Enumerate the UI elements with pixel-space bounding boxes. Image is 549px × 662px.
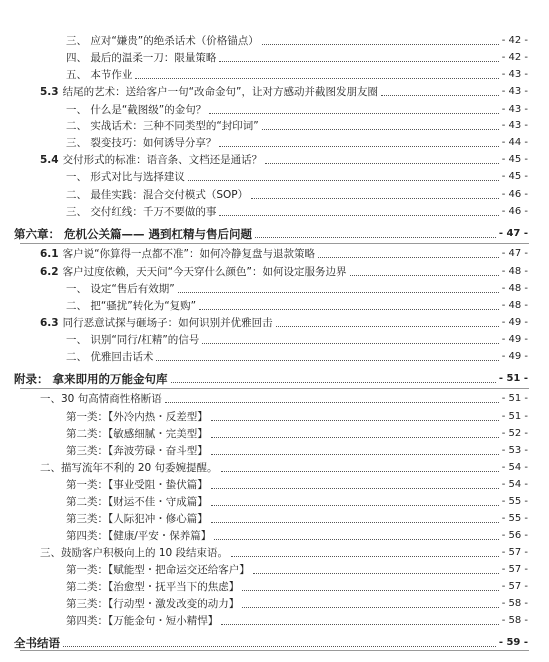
dot-leader bbox=[171, 382, 496, 383]
toc-row[interactable] bbox=[66, 101, 528, 117]
dot-leader bbox=[255, 237, 496, 238]
page-number: - 43 - bbox=[501, 120, 528, 131]
page-number: - 52 - bbox=[501, 428, 528, 439]
dot-leader bbox=[251, 198, 499, 199]
dot-leader bbox=[381, 95, 499, 96]
toc-row[interactable] bbox=[66, 527, 528, 543]
page-number: - 46 - bbox=[501, 189, 528, 200]
page-number: - 59 - bbox=[498, 637, 528, 648]
dot-leader bbox=[262, 44, 499, 45]
dot-leader bbox=[214, 539, 498, 540]
page-number: - 51 - bbox=[498, 373, 528, 384]
section-number: 6.3 bbox=[40, 317, 59, 329]
toc-entry-title: 第四类：【健康/平安・保养篇】 bbox=[66, 530, 212, 542]
page-number: - 55 - bbox=[501, 513, 528, 524]
chapter-divider bbox=[20, 388, 529, 389]
toc-entry-title: 第一类：【赋能型・把命运交还给客户】 bbox=[66, 564, 250, 576]
page-number: - 47 - bbox=[501, 248, 528, 259]
toc-row[interactable] bbox=[66, 595, 528, 611]
toc-row[interactable] bbox=[66, 203, 528, 219]
dot-leader bbox=[318, 257, 499, 258]
toc-row[interactable] bbox=[66, 476, 528, 492]
toc-entry-title: 客户过度依赖，天天问“今天穿什么颜色”：如何设定服务边界 bbox=[62, 266, 347, 278]
toc-entry-title: 一、30 句高情商性格断语 bbox=[40, 393, 162, 405]
dot-leader bbox=[219, 146, 498, 147]
toc-entry-title: 第三类：【人际犯冲・修心篇】 bbox=[66, 513, 208, 525]
toc-entry-title: 五、 本节作业 bbox=[66, 69, 133, 81]
toc-entry-title: 三、 应对“嫌贵”的绝杀话术（价格锚点） bbox=[66, 35, 259, 47]
toc-row[interactable] bbox=[40, 459, 528, 475]
toc-row[interactable] bbox=[66, 510, 528, 526]
page-number: - 43 - bbox=[501, 104, 528, 115]
toc-entry-title: 二、描写流年不利的 20 句委婉提醒。 bbox=[40, 462, 218, 474]
dot-leader bbox=[165, 402, 499, 403]
dot-leader bbox=[135, 78, 498, 79]
toc-entry-title: 一、 设定“售后有效期” bbox=[66, 283, 175, 295]
toc-row[interactable] bbox=[40, 314, 528, 330]
toc-row[interactable] bbox=[66, 408, 528, 424]
dot-leader bbox=[262, 129, 499, 130]
dot-leader bbox=[211, 505, 499, 506]
toc-chapter-row[interactable] bbox=[14, 634, 528, 650]
toc-chapter-row[interactable] bbox=[14, 370, 528, 386]
page-number: - 46 - bbox=[501, 206, 528, 217]
dot-leader bbox=[219, 61, 498, 62]
toc-row[interactable] bbox=[66, 168, 528, 184]
toc-row[interactable] bbox=[66, 134, 528, 150]
page-number: - 57 - bbox=[501, 581, 528, 592]
dot-leader bbox=[211, 488, 499, 489]
dot-leader bbox=[219, 215, 498, 216]
toc-row[interactable] bbox=[66, 32, 528, 48]
page-number: - 58 - bbox=[501, 598, 528, 609]
dot-leader bbox=[231, 556, 499, 557]
page-number: - 47 - bbox=[498, 228, 528, 239]
toc-entry-title: 一、 什么是“截图级”的金句？ bbox=[66, 104, 207, 116]
page-number: - 45 - bbox=[501, 171, 528, 182]
dot-leader bbox=[209, 113, 498, 114]
section-number: 5.3 bbox=[40, 86, 59, 98]
toc-row[interactable] bbox=[66, 66, 528, 82]
toc-row[interactable] bbox=[40, 390, 528, 406]
toc-row[interactable] bbox=[66, 578, 528, 594]
toc-row[interactable] bbox=[66, 493, 528, 509]
toc-row[interactable] bbox=[66, 49, 528, 65]
dot-leader bbox=[265, 163, 499, 164]
page-number: - 51 - bbox=[501, 393, 528, 404]
toc-entry-title: 一、 识别“同行/杠精”的信号 bbox=[66, 334, 200, 346]
dot-leader bbox=[178, 292, 499, 293]
toc-entry-title: 附录： 拿来即用的万能金句库 bbox=[14, 372, 168, 386]
toc-row[interactable] bbox=[66, 186, 528, 202]
toc-entry-title: 第一类：【事业受阻・蛰伏篇】 bbox=[66, 479, 208, 491]
dot-leader bbox=[199, 309, 499, 310]
page-number: - 51 - bbox=[501, 411, 528, 422]
toc-entry-title: 第二类：【财运不佳・守成篇】 bbox=[66, 496, 208, 508]
page-number: - 54 - bbox=[501, 462, 528, 473]
page-number: - 57 - bbox=[501, 564, 528, 575]
page-number: - 49 - bbox=[501, 334, 528, 345]
toc-row[interactable] bbox=[66, 348, 528, 364]
page-number: - 45 - bbox=[501, 154, 528, 165]
toc-entry-title: 第三类：【行动型・激发改变的动力】 bbox=[66, 598, 240, 610]
toc-chapter-row[interactable] bbox=[14, 225, 528, 241]
toc-row[interactable] bbox=[40, 245, 528, 261]
toc-entry-title: 二、 实战话术：三种不同类型的“封印词” bbox=[66, 120, 259, 132]
toc-row[interactable] bbox=[66, 280, 528, 296]
toc-entry-title: 四、 最后的温柔一刀：限量策略 bbox=[66, 52, 217, 64]
toc-row[interactable] bbox=[40, 151, 528, 167]
dot-leader bbox=[276, 326, 499, 327]
dot-leader bbox=[350, 275, 499, 276]
toc-row[interactable] bbox=[40, 83, 528, 99]
toc-entry-title: 三、鼓励客户积极向上的 10 段结束语。 bbox=[40, 547, 229, 559]
page-number: - 49 - bbox=[501, 317, 528, 328]
dot-leader bbox=[188, 180, 499, 181]
page-number: - 58 - bbox=[501, 615, 528, 626]
page-number: - 42 - bbox=[501, 35, 528, 46]
chapter-divider bbox=[20, 243, 529, 244]
section-number: 6.1 bbox=[40, 248, 59, 260]
toc-entry-title: 交付形式的标准：语音条、文档还是通话？ bbox=[62, 154, 263, 166]
dot-leader bbox=[211, 454, 499, 455]
page-number: - 48 - bbox=[501, 300, 528, 311]
toc-entry-title: 三、 裂变技巧：如何诱导分享？ bbox=[66, 137, 217, 149]
toc-entry-title: 一、 形式对比与选择建议 bbox=[66, 171, 185, 183]
page-number: - 48 - bbox=[501, 283, 528, 294]
toc-entry-title: 二、 优雅回击话术 bbox=[66, 351, 154, 363]
toc-entry-title: 第二类：【治愈型・抚平当下的焦虑】 bbox=[66, 581, 240, 593]
page-number: - 56 - bbox=[501, 530, 528, 541]
toc-entry-title: 同行恶意试探与砸场子：如何识别并优雅回击 bbox=[62, 317, 273, 329]
page-number: - 57 - bbox=[501, 547, 528, 558]
toc-entry-title: 第三类：【奔波劳碌・奋斗型】 bbox=[66, 445, 208, 457]
dot-leader bbox=[242, 590, 498, 591]
page-number: - 43 - bbox=[501, 86, 528, 97]
page-number: - 48 - bbox=[501, 266, 528, 277]
page-number: - 42 - bbox=[501, 52, 528, 63]
toc-row[interactable] bbox=[40, 263, 528, 279]
toc-entry-title: 第一类：【外冷内热・反差型】 bbox=[66, 411, 208, 423]
page-number: - 54 - bbox=[501, 479, 528, 490]
section-number: 5.4 bbox=[40, 154, 59, 166]
page-number: - 43 - bbox=[501, 69, 528, 80]
chapter-divider bbox=[20, 650, 529, 651]
toc-entry-title: 二、 最佳实践：混合交付模式（SOP） bbox=[66, 189, 249, 201]
toc-row[interactable] bbox=[66, 442, 528, 458]
toc-row[interactable] bbox=[66, 297, 528, 313]
toc-entry-title: 全书结语 bbox=[14, 636, 60, 650]
dot-leader bbox=[156, 360, 498, 361]
dot-leader bbox=[211, 420, 499, 421]
dot-leader bbox=[63, 646, 496, 647]
toc-entry-title: 三、 交付红线：千万不要做的事 bbox=[66, 206, 217, 218]
toc-row[interactable] bbox=[66, 561, 528, 577]
dot-leader bbox=[211, 522, 499, 523]
page-number: - 53 - bbox=[501, 445, 528, 456]
section-number: 6.2 bbox=[40, 266, 59, 278]
toc-row[interactable] bbox=[66, 331, 528, 347]
toc-row[interactable] bbox=[66, 425, 528, 441]
dot-leader bbox=[211, 437, 499, 438]
toc-entry-title: 第四类：【万能金句・短小精悍】 bbox=[66, 615, 219, 627]
dot-leader bbox=[242, 607, 498, 608]
dot-leader bbox=[253, 573, 499, 574]
dot-leader bbox=[221, 471, 499, 472]
page-number: - 44 - bbox=[501, 137, 528, 148]
toc-entry-title: 结尾的艺术：送给客户一句“改命金句”，让对方感动并截图发朋友圈 bbox=[62, 86, 378, 98]
page-number: - 55 - bbox=[501, 496, 528, 507]
toc-entry-title: 二、 把“骚扰”转化为“复购” bbox=[66, 300, 197, 312]
dot-leader bbox=[202, 343, 498, 344]
toc-entry-title: 第六章： 危机公关篇—— 遇到杠精与售后问题 bbox=[14, 227, 253, 241]
toc-row[interactable] bbox=[66, 117, 528, 133]
toc-row[interactable] bbox=[40, 544, 528, 560]
page-number: - 49 - bbox=[501, 351, 528, 362]
dot-leader bbox=[221, 624, 498, 625]
toc-row[interactable] bbox=[66, 612, 528, 628]
toc-entry-title: 客户说“你算得一点都不准”：如何冷静复盘与退款策略 bbox=[62, 248, 315, 260]
toc-entry-title: 第二类：【敏感细腻・完美型】 bbox=[66, 428, 208, 440]
